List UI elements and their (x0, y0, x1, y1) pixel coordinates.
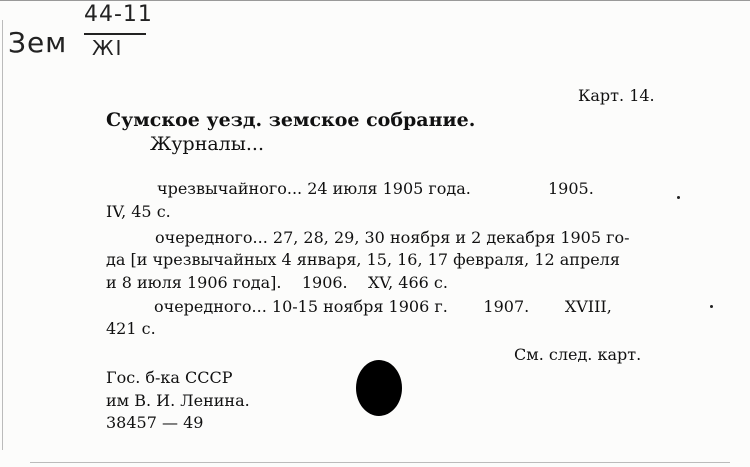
speck-dot (677, 196, 680, 199)
entry-line-6: очередного... 10-15 ноября 1906 г. 1907. XVIII, (154, 297, 612, 316)
handwritten-number: 44-11 (84, 2, 153, 27)
ink-blot-stamp (356, 360, 402, 416)
library-line-3: 38457 — 49 (106, 413, 204, 432)
card-top-edge (0, 0, 750, 1)
entry-line-3: очередного... 27, 28, 29, 30 ноября и 2 декабря 1905 го- (155, 228, 630, 247)
card-left-edge (2, 20, 3, 450)
entry-line-1-year: 1905. (548, 179, 594, 198)
card-bottom-edge (30, 462, 730, 463)
handwritten-fraction-line (84, 33, 146, 35)
handwritten-code: ЖІ (92, 36, 124, 60)
entry-line-7: 421 с. (106, 319, 156, 338)
card-subtitle: Журналы... (150, 133, 264, 155)
entry-line-1: чрезвычайного... 24 июля 1905 года. (157, 179, 471, 198)
entry-line-4: да [и чрезвычайных 4 января, 15, 16, 17 февраля, 12 апреля (106, 250, 620, 269)
library-line-2: им В. И. Ленина. (106, 391, 250, 410)
see-next-card: См. след. карт. (514, 345, 642, 364)
speck-dot (710, 305, 713, 308)
handwritten-zem: Зем (8, 26, 68, 59)
entry-line-5: и 8 июля 1906 года]. 1906. XV, 466 с. (106, 273, 448, 292)
card-title: Сумское уезд. земское собрание. (106, 109, 476, 131)
entry-line-2: IV, 45 с. (106, 202, 171, 221)
card-number: Карт. 14. (578, 86, 655, 105)
library-line-1: Гос. б-ка СССР (106, 368, 233, 387)
